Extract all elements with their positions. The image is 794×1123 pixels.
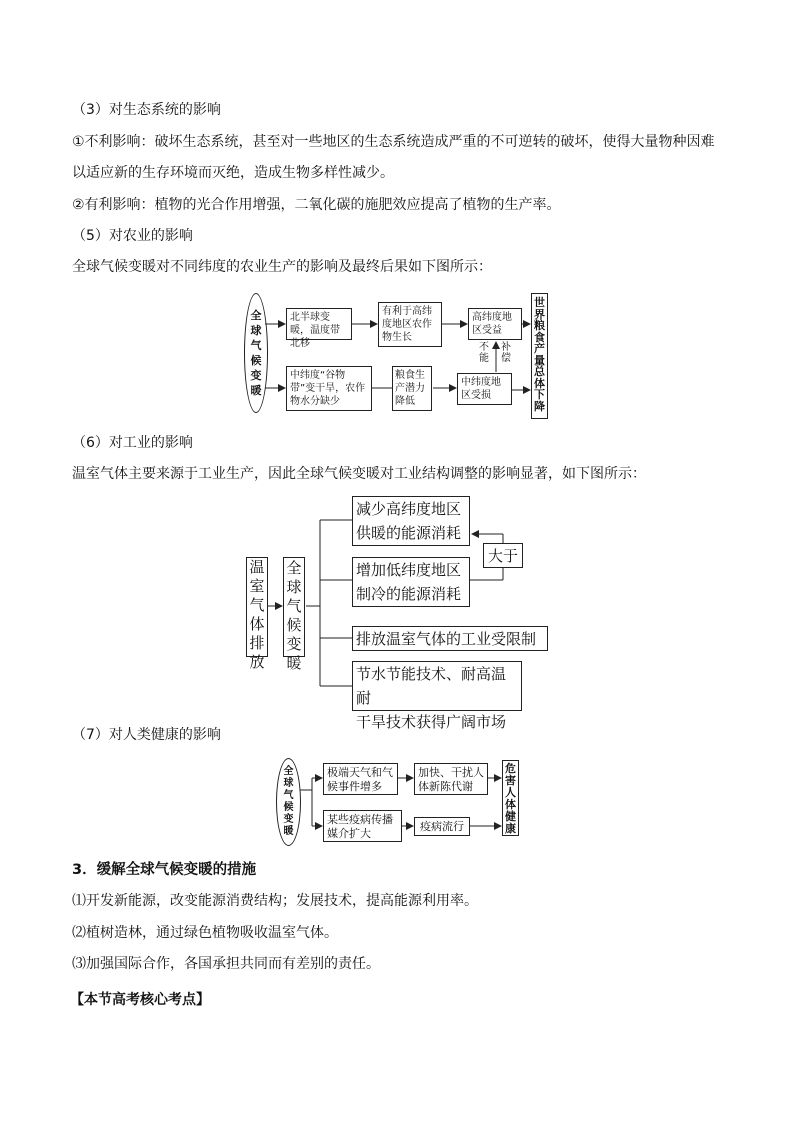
section-6-intro: 温室气体主要来源于工业生产，因此全球气候变暖对工业结构调整的影响显著，如下图所示：	[72, 466, 646, 482]
paragraph-positive-impact: ②有利影响：植物的光合作用增强，二氧化碳的施肥效应提高了植物的生产率。	[72, 197, 561, 213]
agri-box-grain-potential-drop: 粮食生产潜力降低	[392, 366, 432, 411]
industry-source-box: 温 室 气 体 排 放	[246, 557, 268, 657]
measure-1: ⑴开发新能源，改变能源消费结构；发展技术，提高能源利用率。	[72, 893, 478, 909]
health-result-box: 危 害 人 体 健 康	[502, 760, 519, 836]
industry-box-industry-restricted: 排放温室气体的工业受限制	[352, 626, 548, 651]
agri-box-mid-latitude-drought: 中纬度“谷物带”变干旱，农作物水分缺少	[286, 366, 372, 411]
health-center-ellipse: 全 球 气 候 变 暖	[276, 758, 301, 846]
health-box-extreme-weather: 极端天气和气候事件增多	[323, 763, 398, 795]
agri-label-compensate: 补 偿	[501, 342, 511, 364]
industry-box-increase-cooling-line1: 增加低纬度地区	[356, 561, 462, 579]
paragraph-negative-impact-line2: 以适应新的生存环境而灭绝，造成生物多样性减少。	[72, 165, 394, 181]
health-box-epidemic: 疫病流行	[414, 817, 470, 836]
paragraph-negative-impact-line1: ①不利影响：破坏生态系统，甚至对一些地区的生态系统造成严重的不可逆转的破坏，使得大量物种因难	[72, 134, 715, 150]
section-3-title: （3）对生态系统的影响	[72, 102, 221, 118]
agri-box-mid-latitude-loss: 中纬度地区受损	[457, 373, 512, 405]
section-5-intro: 全球气候变暖对不同纬度的农业生产的影响及最终后果如下图所示：	[72, 259, 492, 275]
health-box-disease-vectors: 某些疫病传播媒介扩大	[323, 810, 402, 842]
industry-box-reduce-heating-line2: 供暖的能源消耗	[356, 524, 462, 542]
section-6-title: （6）对工业的影响	[72, 435, 193, 451]
section-7-title: （7）对人类健康的影响	[72, 727, 221, 743]
agri-center-ellipse: 全 球 气 候 变 暖	[244, 293, 268, 413]
industry-box-tech-market-line2: 干旱技术获得广阔市场	[356, 713, 507, 731]
agri-label-not-enough: 不 能	[479, 342, 489, 364]
industry-box-reduce-heating-line1: 减少高纬度地区	[356, 500, 462, 518]
exam-core-heading: 【本节高考核心考点】	[70, 992, 210, 1008]
industry-box-increase-cooling-line2: 制冷的能源消耗	[356, 585, 462, 603]
agri-box-high-latitude-gain: 高纬度地区受益	[468, 308, 522, 340]
agri-box-high-latitude-benefit-crops: 有利于高纬度地区农作物生长	[378, 302, 442, 347]
agri-box-north-warming: 北半球变暖，温度带北移	[286, 308, 352, 340]
industry-center-box: 全 球 气 候 变 暖	[283, 557, 305, 657]
health-box-metabolism: 加快、干扰人体新陈代谢	[414, 763, 488, 795]
section-5-title: （5）对农业的影响	[72, 228, 193, 244]
section-measures-title: 3．缓解全球气候变暖的措施	[72, 862, 257, 878]
measure-3: ⑶加强国际合作，各国承担共同而有差别的责任。	[72, 956, 380, 972]
agri-result-box: 世 界 粮 食 产 量 总 体 下 降	[531, 293, 548, 419]
industry-box-tech-market-line1: 节水节能技术、耐高温耐	[356, 665, 507, 707]
industry-box-greater-than: 大于	[483, 543, 523, 568]
measure-2: ⑵植树造林，通过绿色植物吸收温室气体。	[72, 925, 338, 941]
